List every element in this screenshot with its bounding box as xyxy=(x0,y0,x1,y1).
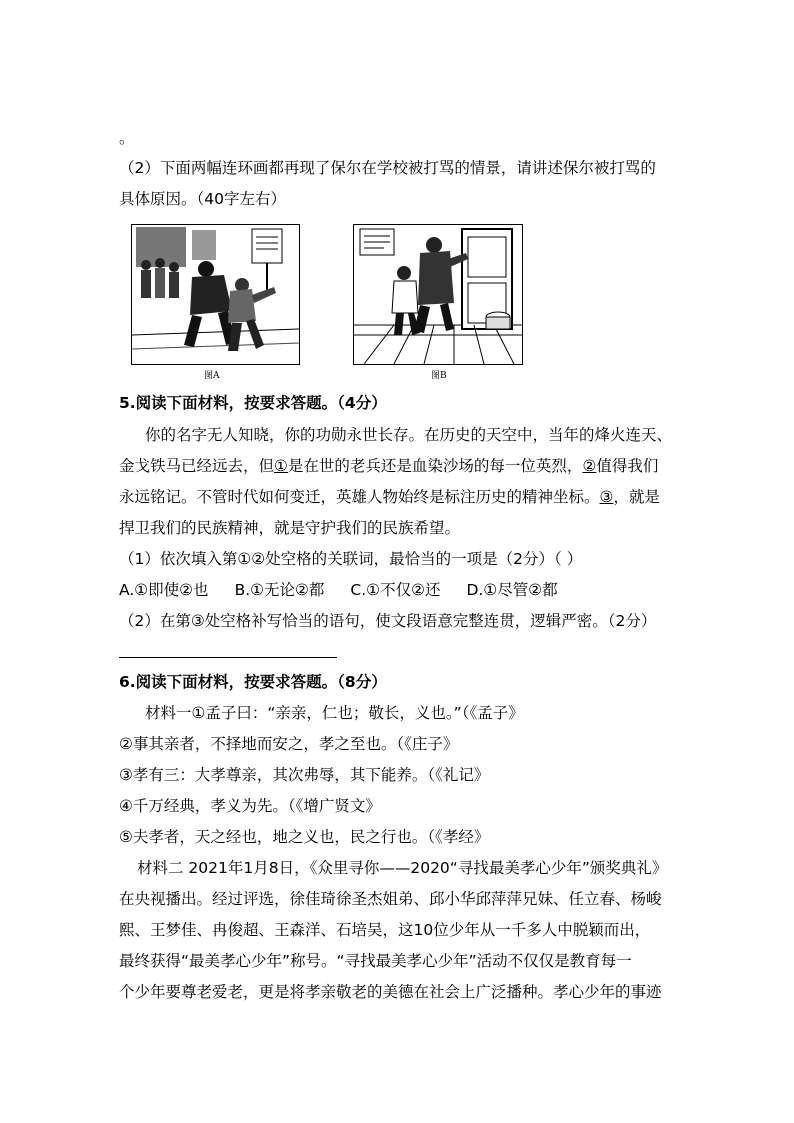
question-6-title: 6.阅读下面材料，按要求答题。（8分） xyxy=(119,673,387,691)
stray-period: 。 xyxy=(119,129,135,147)
paragraph-text: 永远铭记。不管时代如何变迁，英雄人物始终是标注历史的精神坐标。 xyxy=(119,488,600,506)
question-5-1: （1）依次填入第①②处空格的关联词，最恰当的一项是（2分）（ ） xyxy=(119,550,583,568)
question-4-2-line-2: 具体原因。（40字左右） xyxy=(119,190,286,208)
option-c: C.①不仅②还 xyxy=(350,581,441,599)
material-2-line-4: 最终获得“最美孝心少年”称号。“寻找最美孝心少年”活动不仅仅是教育每一 xyxy=(119,952,632,970)
comic-figure-a-illustration xyxy=(132,225,299,364)
figure-a-caption: 图A xyxy=(204,371,220,381)
material-1-line-4: ④千万经典，孝义为先。（《增广贤文》 xyxy=(119,797,381,815)
blank-1: ① xyxy=(274,457,288,475)
material-1-line-3: ③孝有三：大孝尊亲，其次弗辱，其下能养。（《礼记》 xyxy=(119,766,490,784)
figure-b-caption: 图B xyxy=(431,371,447,381)
paragraph-text: 金戈铁马已经远去，但 xyxy=(119,457,275,475)
question-5-paragraph-line-3 xyxy=(119,487,660,507)
question-5-title: 5.阅读下面材料，按要求答题。（4分） xyxy=(119,394,387,412)
question-5-2: （2）在第③处空格补写恰当的语句，使文段语意完整连贯，逻辑严密。（2分） xyxy=(119,612,657,630)
question-5-paragraph-line-1: 你的名字无人知晓，你的功勋永世长存。在历史的天空中，当年的烽火连天、 xyxy=(145,426,673,444)
question-5-options xyxy=(119,580,584,600)
question-5-paragraph-line-4: 捍卫我们的民族精神，就是守护我们的民族希望。 xyxy=(119,519,461,537)
material-1-line-2: ②事其亲者，不择地而安之，孝之至也。（《庄子》 xyxy=(119,735,459,753)
option-a: A.①即使②也 xyxy=(119,581,209,599)
paragraph-text: ，就是 xyxy=(613,488,660,506)
material-1-line-1: 材料一①孟子曰：“亲亲，仁也；敬长，义也。”（《孟子》 xyxy=(145,704,524,722)
answer-line xyxy=(119,657,337,658)
comic-figure-b-illustration xyxy=(354,225,522,364)
material-2-line-3: 熙、王梦佳、冉俊超、王森洋、石培吴，这10位少年从一千多人中脱颖而出， xyxy=(119,921,651,939)
material-2-line-1: 材料二 2021年1月8日，《众里寻你——2020“寻找最美孝心少年”颁奖典礼》 xyxy=(137,859,668,877)
material-2-line-2: 在央视播出。经过评选，徐佳琦徐圣杰姐弟、邱小华邱萍萍兄妹、任立春、杨峻 xyxy=(119,890,662,908)
material-1-line-5: ⑤夫孝者，天之经也，地之义也，民之行也。（《孝经》 xyxy=(119,828,490,846)
comic-figure-b xyxy=(353,224,523,365)
paragraph-text: 是在世的老兵还是血染沙场的每一位英烈， xyxy=(287,457,583,475)
question-5-paragraph-line-2 xyxy=(119,456,658,476)
option-d: D.①尽管②都 xyxy=(466,581,558,599)
comic-figure-a xyxy=(131,224,300,365)
question-4-2-line-1: （2）下面两幅连环画都再现了保尔在学校被打骂的情景，请讲述保尔被打骂的 xyxy=(119,159,656,177)
paragraph-text: 值得我们 xyxy=(596,457,659,475)
blank-3: ③ xyxy=(599,488,614,506)
material-2-line-5: 个少年要尊老爱老，更是将孝亲敬老的美德在社会上广泛播种。孝心少年的事迹 xyxy=(119,983,662,1001)
option-b: B.①无论②都 xyxy=(234,581,325,599)
blank-2: ② xyxy=(582,457,597,475)
